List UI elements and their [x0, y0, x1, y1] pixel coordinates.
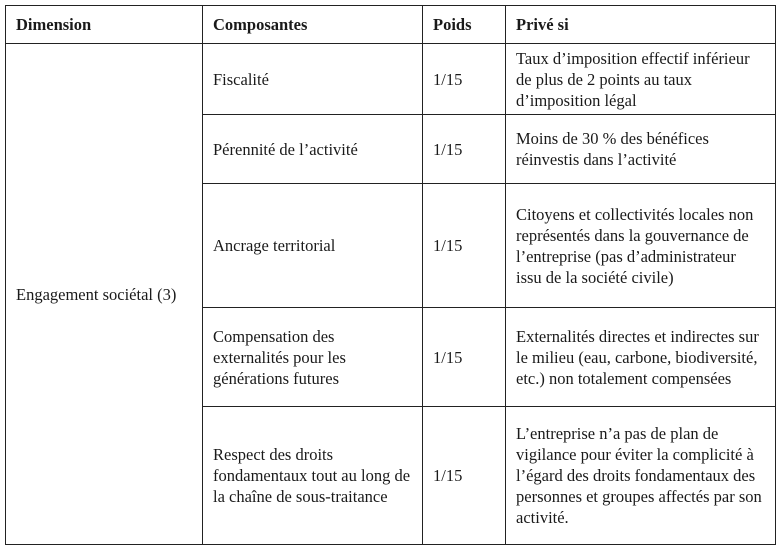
- header-dimension: Dimension: [6, 6, 203, 44]
- prive-si-cell: L’entreprise n’a pas de plan de vigilance pour éviter la complicité à l’égard des droits fondamentaux des personnes et groupes affectés par son activité.: [506, 407, 776, 545]
- composante-cell: Fiscalité: [203, 44, 423, 115]
- poids-cell: 1/15: [423, 308, 506, 407]
- prive-si-cell: Moins de 30 % des bénéfices réinvestis dans l’activité: [506, 115, 776, 184]
- prive-si-cell: Taux d’imposition effectif inférieur de plus de 2 points au taux d’imposition légal: [506, 44, 776, 115]
- composante-cell: Pérennité de l’activité: [203, 115, 423, 184]
- poids-cell: 1/15: [423, 407, 506, 545]
- prive-si-cell: Externalités directes et indirectes sur le milieu (eau, carbone, biodiversité, etc.) non totalement compensées: [506, 308, 776, 407]
- poids-cell: 1/15: [423, 115, 506, 184]
- table-row: [6, 44, 776, 115]
- table-body: [6, 44, 776, 545]
- header-poids: Poids: [423, 6, 506, 44]
- composante-cell: Compensation des externalités pour les générations futures: [203, 308, 423, 407]
- header-prive-si: Privé si: [506, 6, 776, 44]
- composante-cell: Ancrage territorial: [203, 184, 423, 308]
- criteria-table: [5, 5, 776, 545]
- header-composantes: Composantes: [203, 6, 423, 44]
- composante-cell: Respect des droits fondamentaux tout au long de la chaîne de sous-traitance: [203, 407, 423, 545]
- table-header: [6, 6, 776, 44]
- poids-cell: 1/15: [423, 44, 506, 115]
- header-row: [6, 6, 776, 44]
- dimension-cell: Engagement sociétal (3): [6, 44, 203, 545]
- poids-cell: 1/15: [423, 184, 506, 308]
- prive-si-cell: Citoyens et collectivités locales non représentés dans la gouvernance de l’entreprise (pas d’administrateur issu de la société civile): [506, 184, 776, 308]
